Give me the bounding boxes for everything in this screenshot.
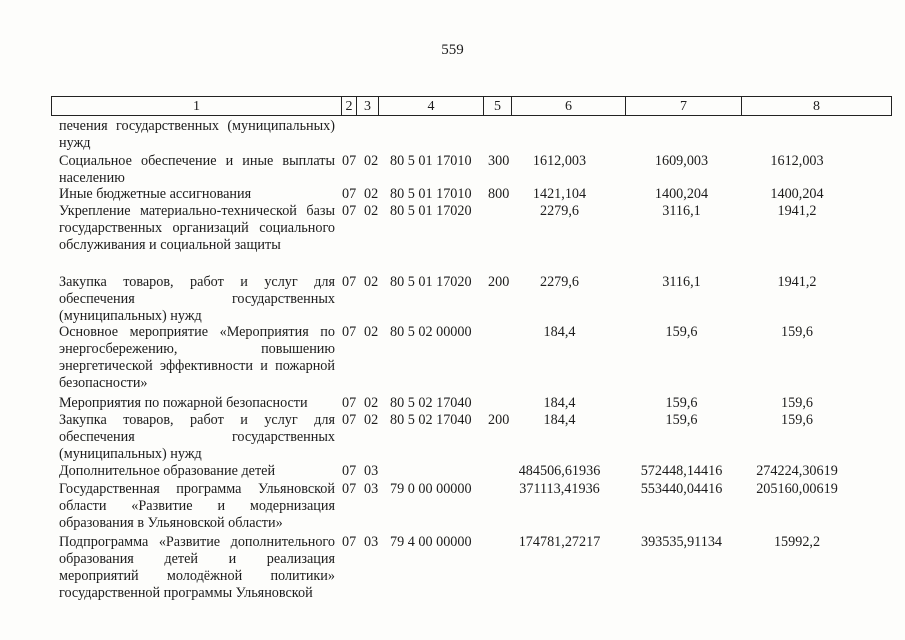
header-cell: 1	[52, 97, 342, 115]
table-header	[51, 96, 892, 116]
header-cell: 3	[357, 97, 379, 115]
cell-amount-8: 274224,30619	[756, 463, 838, 479]
header-cell: 4	[379, 97, 484, 115]
cell-amount-6: 371113,41936	[519, 481, 600, 497]
cell-amount-8: 1941,2	[777, 203, 817, 219]
header-cell: 8	[813, 99, 820, 114]
cell-target-article: 80 5 02 00000	[390, 324, 472, 340]
cell-razdel: 07	[342, 203, 357, 219]
row-name: Социальное обеспечение и иные выплаты населению	[59, 153, 335, 186]
header-cell: 7	[626, 97, 742, 115]
cell-amount-6: 184,4	[543, 412, 576, 428]
row-name: Иные бюджетные ассигнования	[59, 186, 252, 202]
cell-amount-7: 1609,003	[654, 153, 709, 169]
cell-podrazdel: 03	[364, 534, 379, 550]
row-name: Основное мероприятие «Мероприятия по энергосбережению, повышению энергетической эффективности и пожарной безопасности»	[59, 324, 335, 391]
cell-podrazdel: 03	[364, 463, 379, 479]
cell-amount-8: 205160,00619	[756, 481, 838, 497]
cell-amount-7: 393535,91134	[640, 534, 723, 550]
cell-amount-6: 484506,61936	[518, 463, 601, 479]
cell-amount-6: 184,4	[543, 395, 576, 411]
cell-amount-8: 1612,003	[770, 153, 824, 169]
cell-podrazdel: 02	[364, 274, 379, 290]
header-cell: 2	[342, 97, 357, 115]
cell-podrazdel: 02	[364, 324, 379, 340]
cell-target-article: 80 5 01 17010	[390, 186, 472, 202]
header-cell: 6	[512, 97, 626, 115]
cell-amount-8: 1941,2	[777, 274, 817, 290]
cell-amount-6: 174781,27217	[518, 534, 601, 550]
cell-amount-6: 1421,104	[532, 186, 587, 202]
cell-target-article: 80 5 01 17010	[390, 153, 472, 169]
cell-podrazdel: 02	[364, 186, 379, 202]
cell-amount-7: 1400,204	[654, 186, 709, 202]
row-name: Дополнительное образование детей	[59, 463, 276, 479]
page-number: 559	[441, 42, 464, 58]
row-name: Подпрограмма «Развитие дополнительного образования детей и реализация мероприятий молодёжной политики» государственной программы Ульяновской	[59, 534, 335, 601]
cell-razdel: 07	[342, 481, 357, 497]
cell-amount-7: 159,6	[665, 412, 698, 428]
cell-podrazdel: 02	[364, 153, 379, 169]
row-name: Мероприятия по пожарной безопасности	[59, 395, 308, 411]
cell-razdel: 07	[342, 463, 357, 479]
row-name: Закупка товаров, работ и услуг для обеспечения государственных (муниципальных) нужд	[59, 274, 335, 324]
row-name: Закупка товаров, работ и услуг для обеспечения государственных (муниципальных) нужд	[59, 412, 335, 462]
cell-razdel: 07	[342, 324, 357, 340]
cell-razdel: 07	[342, 186, 357, 202]
cell-amount-7: 553440,04416	[640, 481, 723, 497]
cell-amount-8: 159,6	[781, 324, 813, 340]
row-name: Государственная программа Ульяновской области «Развитие и модернизация образования в Ульяновской области»	[59, 481, 335, 531]
cell-podrazdel: 03	[364, 481, 379, 497]
cell-razdel: 07	[342, 395, 357, 411]
cell-expense-type: 800	[488, 186, 510, 202]
cell-expense-type: 200	[488, 274, 510, 290]
cell-amount-7: 572448,14416	[640, 463, 723, 479]
cell-target-article: 80 5 01 17020	[390, 203, 472, 219]
cell-razdel: 07	[342, 274, 357, 290]
cell-expense-type: 200	[488, 412, 510, 428]
cell-target-article: 80 5 02 17040	[390, 412, 472, 428]
cell-podrazdel: 02	[364, 412, 379, 428]
cell-target-article: 80 5 01 17020	[390, 274, 472, 290]
cell-amount-8: 159,6	[781, 412, 813, 428]
cell-amount-8: 159,6	[781, 395, 813, 411]
row-name: Укрепление материально-технической базы государственных организаций социального обслуживания и социальной защиты	[59, 203, 335, 253]
cell-amount-6: 2279,6	[539, 203, 579, 219]
header-cell: 5	[484, 97, 512, 115]
cell-target-article: 79 0 00 00000	[390, 481, 472, 497]
cell-amount-7: 3116,1	[662, 203, 701, 219]
cell-expense-type: 300	[488, 153, 510, 169]
row-name: печения государственных (муниципальных) нужд	[59, 118, 335, 151]
cell-amount-8: 1400,204	[770, 186, 824, 202]
cell-target-article: 79 4 00 00000	[390, 534, 472, 550]
cell-amount-7: 159,6	[665, 395, 698, 411]
cell-razdel: 07	[342, 412, 357, 428]
cell-target-article: 80 5 02 17040	[390, 395, 472, 411]
cell-razdel: 07	[342, 153, 357, 169]
cell-amount-8: 15992,2	[773, 534, 821, 550]
cell-podrazdel: 02	[364, 395, 379, 411]
cell-amount-7: 3116,1	[662, 274, 701, 290]
cell-podrazdel: 02	[364, 203, 379, 219]
cell-razdel: 07	[342, 534, 357, 550]
cell-amount-6: 1612,003	[532, 153, 587, 169]
cell-amount-6: 2279,6	[539, 274, 579, 290]
cell-amount-6: 184,4	[543, 324, 576, 340]
cell-amount-7: 159,6	[665, 324, 698, 340]
